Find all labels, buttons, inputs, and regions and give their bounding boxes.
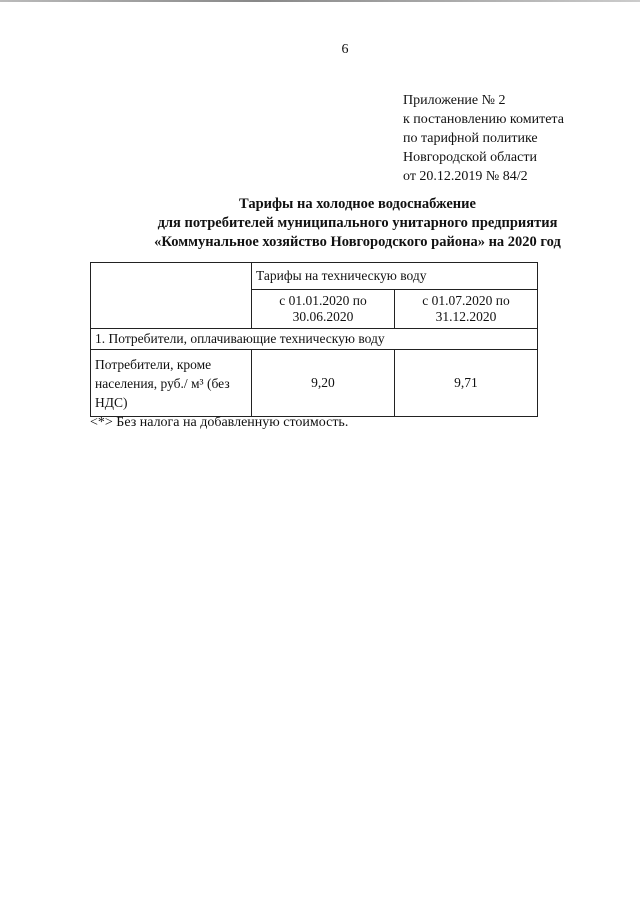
table-header-row xyxy=(91,263,538,290)
appendix-line: по тарифной политике xyxy=(403,131,538,146)
period-end: 31.12.2020 xyxy=(435,309,497,324)
title-line: «Коммунальное хозяйство Новгородского района» на 2020 год xyxy=(154,234,561,250)
empty-corner-cell xyxy=(91,263,252,329)
period-cell-2 xyxy=(394,290,537,329)
tariff-value-h1: 9,20 xyxy=(251,350,394,417)
tariff-value-h2: 9,71 xyxy=(394,350,537,417)
title-line: Тарифы на холодное водоснабжение xyxy=(239,196,476,212)
table-row xyxy=(91,350,538,417)
period-cell-1 xyxy=(251,290,394,329)
appendix-line: Приложение № 2 xyxy=(403,93,506,108)
section-row xyxy=(91,329,538,350)
scan-top-edge xyxy=(0,0,640,2)
section-label: 1. Потребители, оплачивающие техническую воду xyxy=(91,329,538,350)
page-number: 6 xyxy=(341,42,349,57)
consumer-label-cell xyxy=(91,350,252,417)
tariff-table xyxy=(90,262,538,417)
title-line: для потребителей муниципального унитарного предприятия xyxy=(157,215,558,231)
appendix-reference xyxy=(403,91,623,186)
appendix-line: Новгородской области xyxy=(403,150,537,165)
tariff-header-cell: Тарифы на техническую воду xyxy=(251,263,537,290)
period-start: с 01.07.2020 по xyxy=(422,293,510,308)
period-start: с 01.01.2020 по xyxy=(279,293,367,308)
document-title xyxy=(90,195,625,252)
footnote: <*> Без налога на добавленную стоимость. xyxy=(90,415,349,430)
label-line: НДС) xyxy=(95,394,128,410)
appendix-line: от 20.12.2019 № 84/2 xyxy=(403,169,528,184)
period-end: 30.06.2020 xyxy=(292,309,354,324)
label-line: Потребители, кроме xyxy=(95,356,212,372)
appendix-line: к постановлению комитета xyxy=(403,112,564,127)
label-line: населения, руб./ м³ (без xyxy=(95,375,230,391)
